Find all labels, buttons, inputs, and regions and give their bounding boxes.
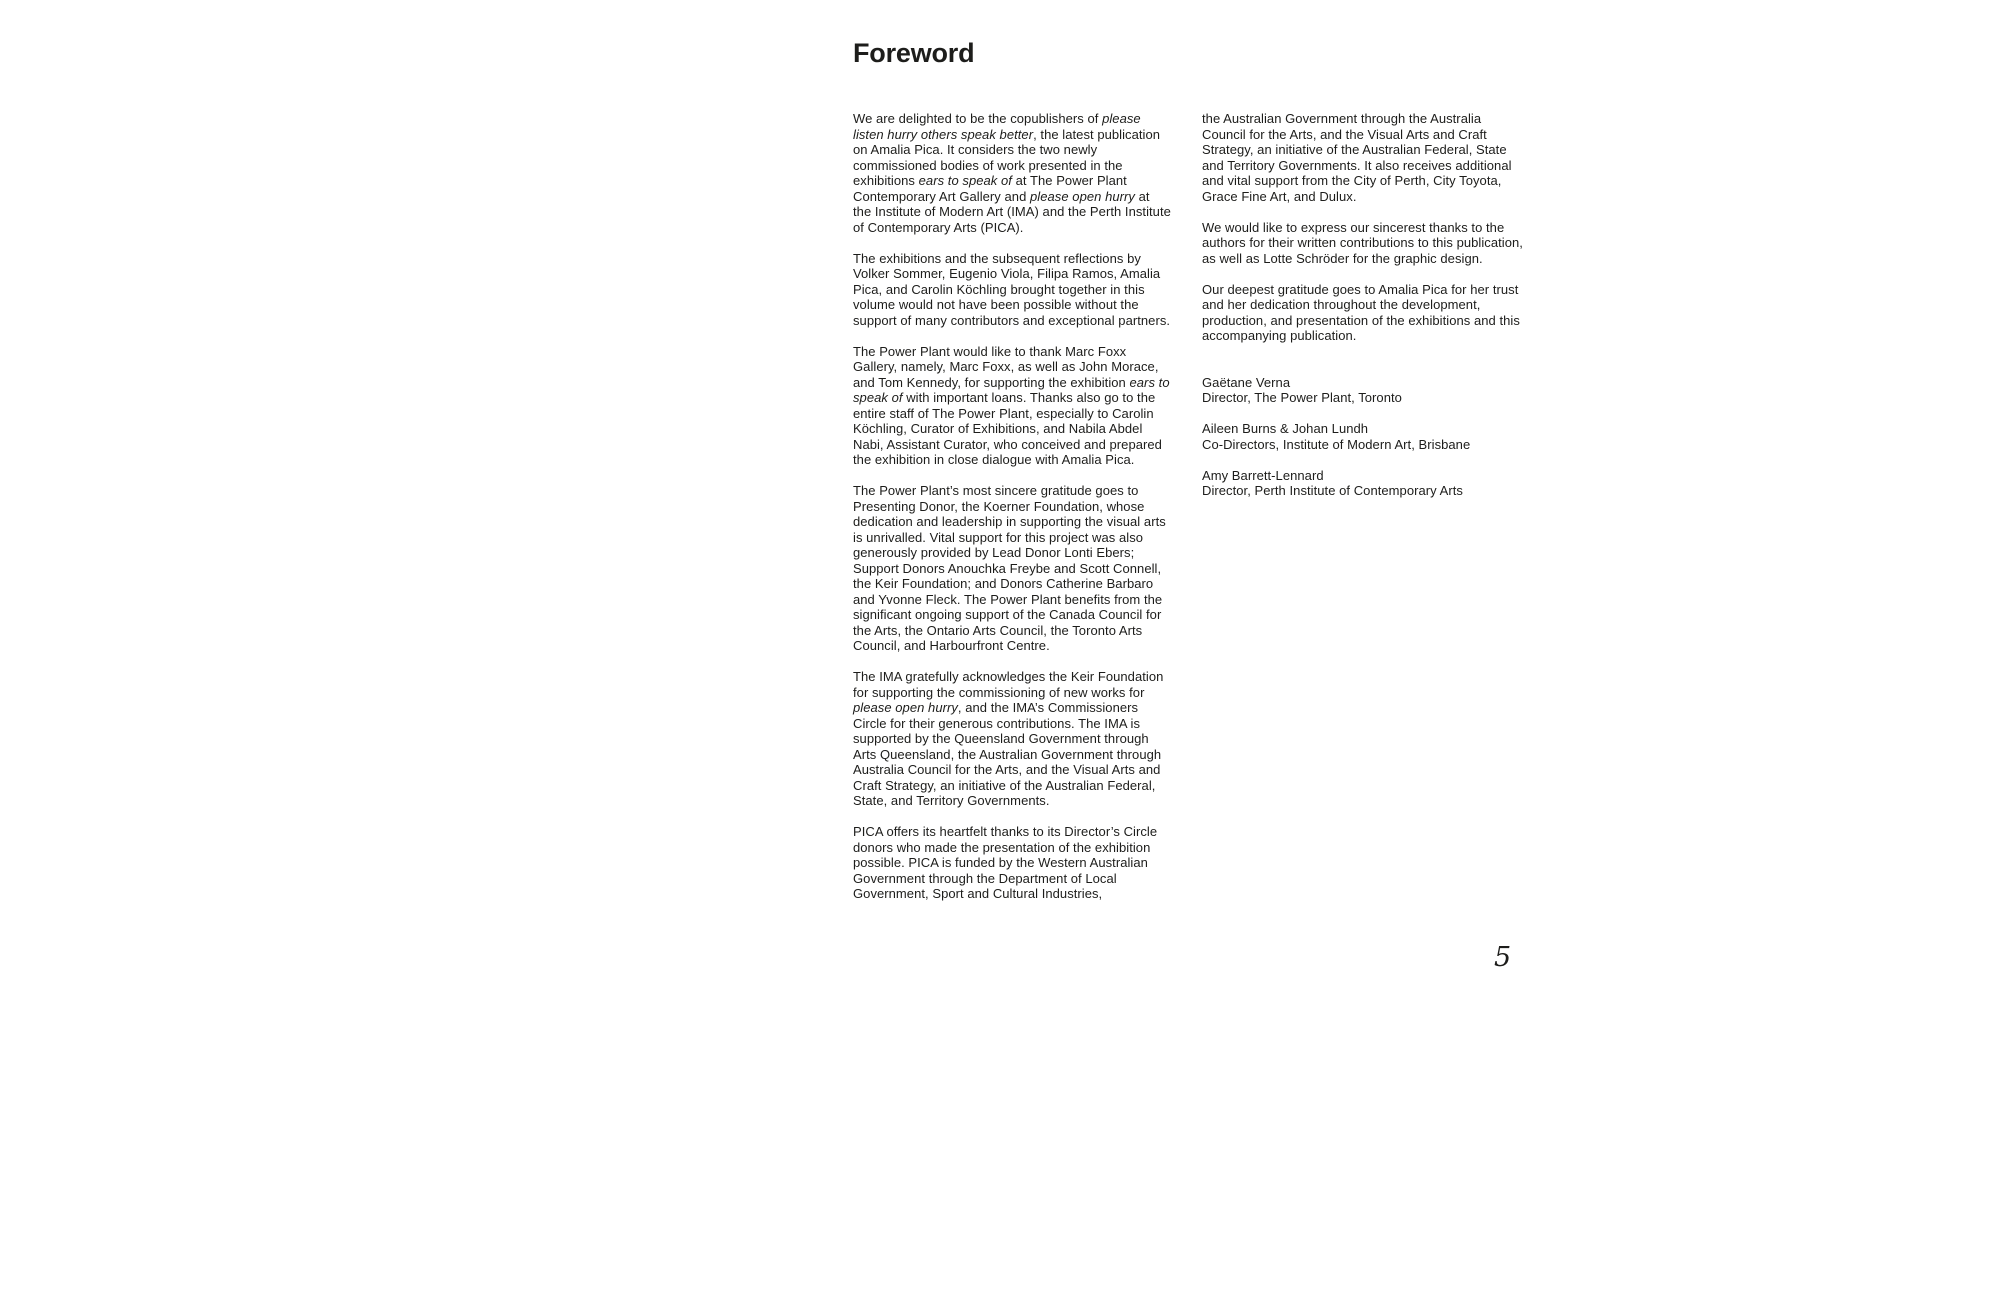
paragraph <box>1202 220 1524 267</box>
paragraph <box>853 483 1171 654</box>
page-title: Foreword <box>853 38 975 68</box>
italic-text-run: please open hurry <box>853 700 958 715</box>
text-run: with important loans. Thanks also go to the entire staff of The Power Plant, especially to Carolin Köchling, Curator of Exhibitions, and Nabila Abdel Nabi, Assistant Curator, who conceived and prepared the exhibition in close dialogue with Amalia Pica. <box>853 390 1162 467</box>
paragraph <box>853 669 1171 809</box>
text-run: PICA offers its heartfelt thanks to its Director’s Circle donors who made the presentation of the exhibition possible. PICA is funded by the Western Australian Government through the Department of Local Government, Sport and Cultural Industries, <box>853 824 1158 901</box>
text-run: the Australian Government through the Australia Council for the Arts, and the Visual Arts and Craft Strategy, an initiative of the Australian Federal, State and Territory Governments. It also receives additional and vital support from the City of Perth, City Toyota, Grace Fine Art, and Dulux. <box>1202 111 1512 204</box>
paragraph <box>853 344 1171 468</box>
text-run: The Power Plant’s most sincere gratitude goes to Presenting Donor, the Koerner Foundation, whose dedication and leadership in supporting the visual arts is unrivalled. Vital support for this project was also generously provided by Lead Donor Lonti Ebers; Support Donors Anouchka Freybe and Scott Connell, the Keir Foundation; and Donors Catherine Barbaro and Yvonne Fleck. The Power Plant benefits from the significant ongoing support of the Canada Council for the Arts, the Ontario Arts Council, the Toronto Arts Council, and Harbourfront Centre. <box>853 483 1166 653</box>
italic-text-run: please open hurry <box>1030 188 1135 204</box>
signature-block <box>1202 421 1524 452</box>
paragraph <box>1202 282 1524 344</box>
signatory-role: Co-Directors, Institute of Modern Art, Brisbane <box>1202 436 1471 452</box>
italic-text-run: ears to speak of <box>853 374 1170 405</box>
signatory-role: Director, Perth Institute of Contemporary Arts <box>1202 483 1463 498</box>
signature-block <box>1202 468 1524 499</box>
text-run: , and the IMA’s Commissioners Circle for their generous contributions. The IMA is supported by the Queensland Government through Arts Queensland, the Australian Government through Australia Council for the Arts, and the Visual Arts and Craft Strategy, an initiative of the Australian Federal, State, and Territory Governments. <box>853 700 1162 808</box>
page-number: 5 <box>1494 942 1512 973</box>
text-column-right <box>1202 111 1524 514</box>
signatory-role: Director, The Power Plant, Toronto <box>1202 390 1402 405</box>
text-run: at The Power Plant Contemporary Art Gallery and <box>853 173 1127 204</box>
text-run: Our deepest gratitude goes to Amalia Pica for her trust and her dedication throughout the development, production, and presentation of the exhibitions and this accompanying publication. <box>1202 281 1520 343</box>
text-run: We would like to express our sincerest thanks to the authors for their written contributions to this publication, as well as Lotte Schröder for the graphic design. <box>1202 219 1523 266</box>
text-run: The exhibitions and the subsequent reflections by Volker Sommer, Eugenio Viola, Filipa Ramos, Amalia Pica, and Carolin Köchling brought together in this volume would not have been possible without the support of many contributors and exceptional partners. <box>853 250 1171 328</box>
paragraph <box>853 111 1171 235</box>
text-run: We are delighted to be the copublishers of <box>853 111 1103 126</box>
text-run: The IMA gratefully acknowledges the Keir Foundation for supporting the commissioning of new works for <box>853 669 1164 700</box>
signature-block <box>1202 375 1524 406</box>
paragraph <box>853 824 1171 902</box>
paragraph <box>1202 111 1524 204</box>
italic-text-run: ears to speak of <box>918 173 1012 188</box>
paragraph <box>853 251 1171 329</box>
text-run: , the latest publication on Amalia Pica. It considers the two newly commissioned bodies of work presented in the exhibitions <box>853 126 1161 188</box>
signatory-name: Aileen Burns & Johan Lundh <box>1202 421 1369 436</box>
text-column-right-paragraphs <box>1202 111 1524 344</box>
signatory-name: Gaëtane Verna <box>1202 374 1291 390</box>
signatory-name: Amy Barrett-Lennard <box>1202 467 1324 483</box>
text-run: The Power Plant would like to thank Marc Foxx Gallery, namely, Marc Foxx, as well as John Morace, and Tom Kennedy, for supporting the exhibition <box>853 343 1159 390</box>
signature-list <box>1202 375 1524 499</box>
italic-text-run: please listen hurry others speak better <box>853 111 1141 142</box>
text-run: at the Institute of Modern Art (IMA) and the Perth Institute of Contemporary Arts (PICA). <box>853 188 1171 235</box>
text-column-left <box>853 111 1171 902</box>
